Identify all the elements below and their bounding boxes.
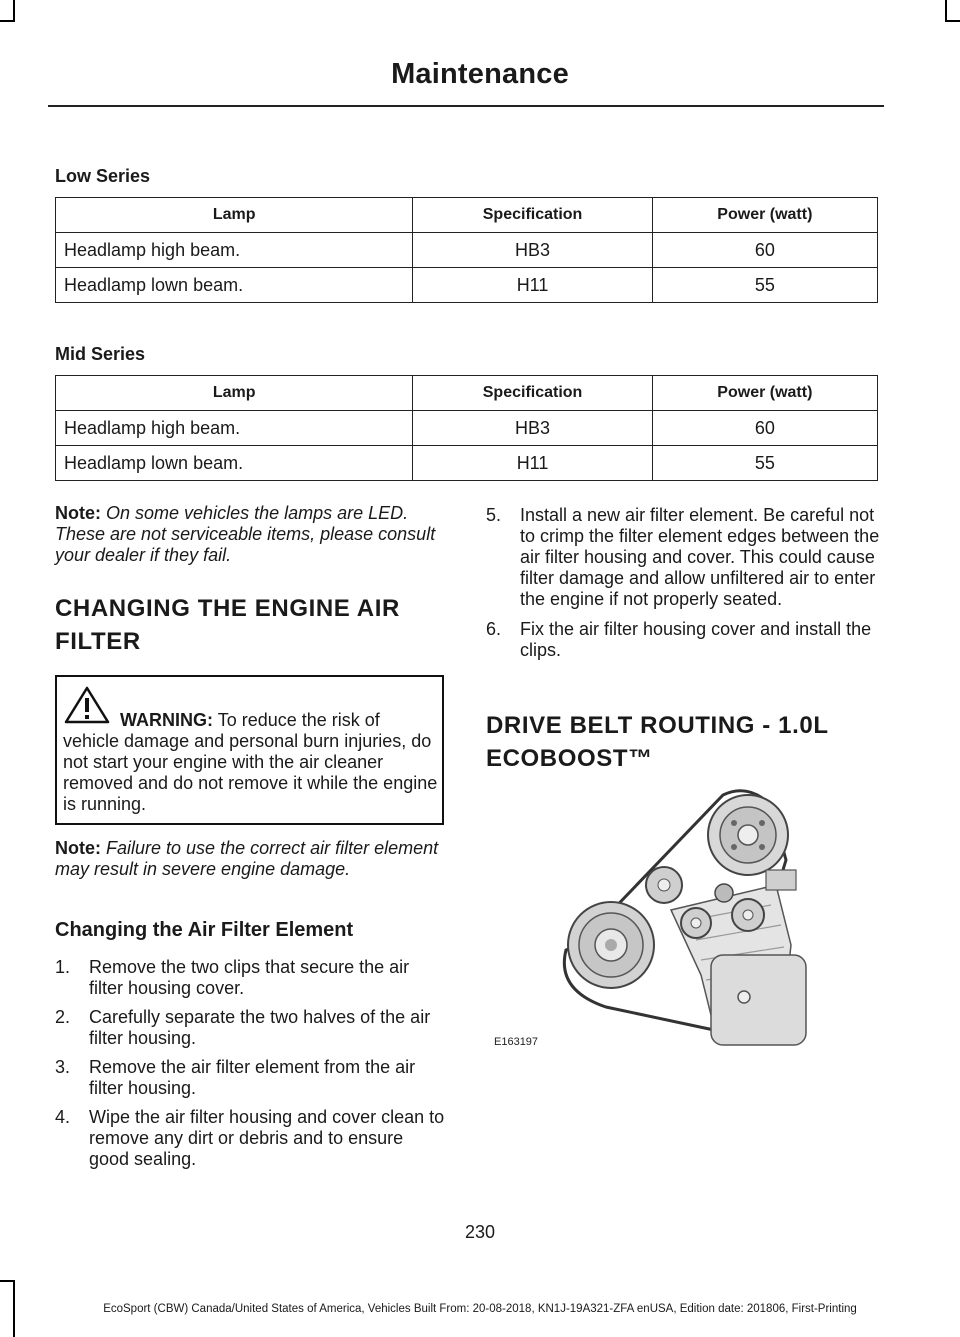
table-cell: H11 (413, 446, 652, 481)
table-header-row (56, 198, 878, 233)
table-cell: Headlamp lown beam. (56, 446, 413, 481)
table-row (56, 411, 878, 446)
list-item (486, 505, 881, 610)
note-text: On some vehicles the lamps are LED. These are not serviceable items, please consult your dealer if they fail. (55, 503, 436, 565)
steps-list-left (55, 957, 447, 1178)
table-cell: 55 (652, 446, 877, 481)
table-cell: Headlamp high beam. (56, 411, 413, 446)
steps-list-right (486, 505, 881, 669)
column-header: Lamp (56, 198, 413, 233)
step-text: Install a new air filter element. Be careful not to crimp the filter element edges between the air filter housing and cover. This could cause filter damage and allow unfiltered air to enter the engine if not properly seated. (520, 505, 880, 609)
table-cell: HB3 (413, 411, 652, 446)
note-air-filter (55, 838, 447, 880)
low-series-title: Low Series (55, 166, 151, 186)
footer-text: EcoSport (CBW) Canada/United States of America, Vehicles Built From: 20-08-2018, KN1J-19A321-ZFA enUSA, Edition date: 201806, First-Printing (103, 1303, 857, 1315)
note-text: Failure to use the correct air filter element may result in severe engine damage. (55, 838, 439, 879)
list-item (55, 1057, 447, 1099)
step-number: 2. (55, 1007, 71, 1027)
table-cell: Headlamp lown beam. (56, 268, 413, 303)
table-row (56, 268, 878, 303)
page-number: 230 (464, 1222, 496, 1242)
step-number: 1. (55, 957, 71, 977)
column-header: Power (watt) (652, 376, 877, 411)
column-header: Specification (413, 198, 652, 233)
table-cell: HB3 (413, 233, 652, 268)
mid-series-title: Mid Series (55, 344, 146, 364)
table-cell: 60 (652, 411, 877, 446)
list-item (55, 1007, 447, 1049)
drive-belt-illustration (486, 775, 876, 1065)
mid-series-table (55, 375, 878, 481)
crop-mark (13, 0, 15, 22)
table-row (56, 446, 878, 481)
figure-code: E163197 (494, 1036, 539, 1048)
crop-mark (945, 0, 947, 22)
table-cell: 60 (652, 233, 877, 268)
step-number: 4. (55, 1107, 71, 1127)
step-text: Remove the air filter element from the air filter housing. (89, 1057, 416, 1098)
step-number: 5. (486, 505, 502, 525)
table-header-row (56, 376, 878, 411)
table-cell: H11 (413, 268, 652, 303)
crop-mark (945, 20, 960, 22)
crop-mark (0, 20, 15, 22)
column-header: Specification (413, 376, 652, 411)
warning-paragraph (63, 710, 439, 815)
list-item (55, 957, 447, 999)
table-cell: 55 (652, 268, 877, 303)
note-led (55, 503, 447, 566)
table-row (56, 233, 878, 268)
warning-box (55, 675, 444, 825)
section-title-air-filter: CHANGING THE ENGINE AIR FILTER (55, 595, 400, 655)
step-text: Fix the air filter housing cover and install the clips. (520, 619, 872, 660)
column-header: Lamp (56, 376, 413, 411)
table-cell: Headlamp high beam. (56, 233, 413, 268)
step-number: 3. (55, 1057, 71, 1077)
step-text: Carefully separate the two halves of the air filter housing. (89, 1007, 431, 1048)
warning-label: WARNING: (120, 710, 213, 730)
subsection-title: Changing the Air Filter Element (55, 919, 354, 941)
list-item (486, 619, 881, 661)
drive-belt-diagram (486, 775, 876, 1065)
crop-mark (0, 1280, 15, 1282)
column-header: Power (watt) (652, 198, 877, 233)
step-number: 6. (486, 619, 502, 639)
step-text: Wipe the air filter housing and cover clean to remove any dirt or debris and to ensure good sealing. (89, 1107, 445, 1169)
list-item (55, 1107, 447, 1170)
page-title: Maintenance (391, 58, 569, 90)
note-label: Note: (55, 838, 101, 858)
low-series-table (55, 197, 878, 303)
section-title-drive-belt: DRIVE BELT ROUTING - 1.0L ECOBOOST™ (486, 712, 829, 772)
warning-text: To reduce the risk of vehicle damage and personal burn injuries, do not start your engine with the air cleaner removed and do not remove it while the engine is running. (63, 710, 438, 814)
header-rule (48, 105, 884, 107)
step-text: Remove the two clips that secure the air filter housing cover. (89, 957, 410, 998)
note-label: Note: (55, 503, 101, 523)
